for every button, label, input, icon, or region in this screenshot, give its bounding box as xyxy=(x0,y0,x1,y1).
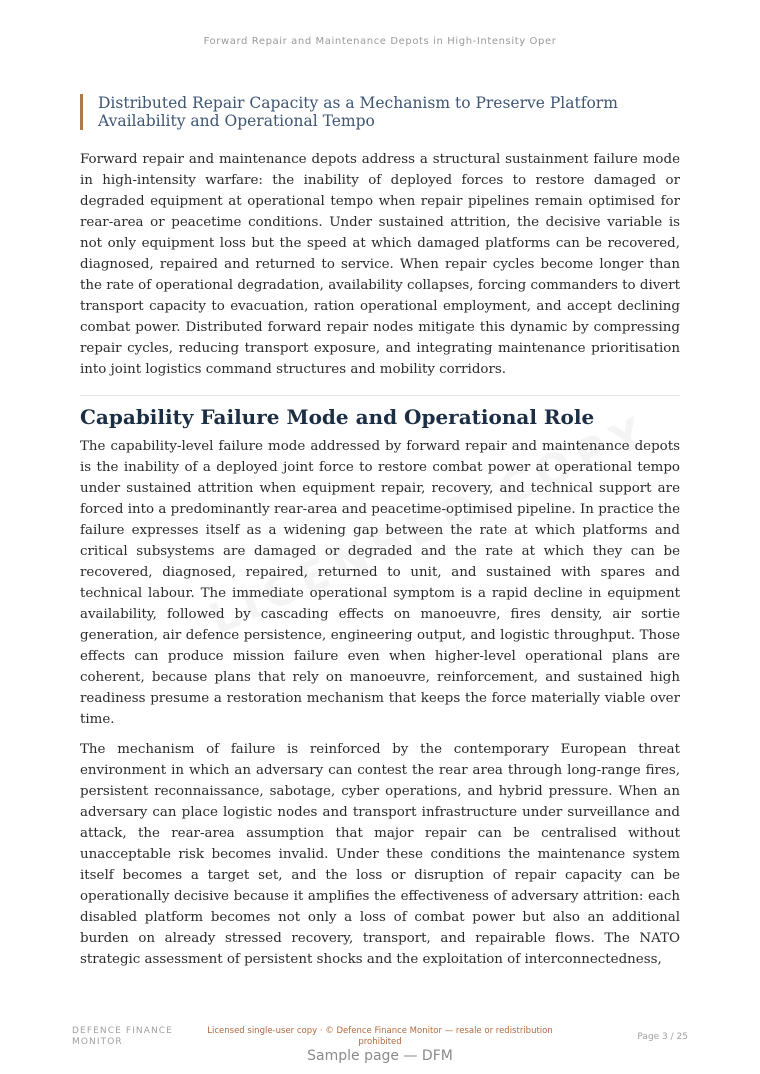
running-header: Forward Repair and Maintenance Depots in High-Intensity Oper xyxy=(203,36,557,47)
callout-heading: Distributed Repair Capacity as a Mechanism to Preserve Platform Availability and Operational Tempo xyxy=(98,94,618,130)
section-paragraph-2: The mechanism of failure is reinforced by the contemporary European threat environment in which an adversary can contest the rear area through long-range fires, persistent reconnaissance, sabotage, cyber operations, and hybrid pressure. When an adversary can place logistic nodes and transport infrastructure under surveillance and attack, the rear-area assumption that major repair can be centralised without unacceptable risk becomes invalid. Under these conditions the maintenance system itself becomes a target set, and the loss or disruption of repair capacity can be operationally decisive because it amplifies the effectiveness of adversary attrition: each disabled platform becomes not only a loss of combat power but also an additional burden on already stressed recovery, transport, and repairable flows. The NATO strategic assessment of persistent shocks and the exploitation of interconnectedness, xyxy=(80,742,680,967)
page-content xyxy=(80,94,680,979)
sample-page-label: Sample page — DFM xyxy=(307,1048,453,1064)
callout-box xyxy=(80,94,680,130)
footer-brand: DEFENCE FINANCE MONITOR xyxy=(72,1026,173,1047)
page-footer xyxy=(72,1026,688,1050)
intro-paragraph: Forward repair and maintenance depots address a structural sustainment failure mode in high-intensity warfare: the inability of deployed forces to restore damaged or degraded equipment at operational tempo when repair pipelines remain optimised for rear-area or peacetime conditions. Under sustained attrition, the decisive variable is not only equipment loss but the speed at which damaged platforms can be recovered, diagnosed, repaired and returned to service. When repair cycles become longer than the rate of operational degradation, availability collapses, forcing commanders to divert transport capacity to evacuation, ration operational employment, and accept declining combat power. Distributed forward repair nodes mitigate this dynamic by compressing repair cycles, reducing transport exposure, and integrating maintenance prioritisation into joint logistics command structures and mobility corridors. xyxy=(80,152,680,377)
footer-license-notice: Licensed single-user copy · © Defence Finance Monitor — resale or redistribution prohibited xyxy=(207,1026,553,1047)
section-heading: Capability Failure Mode and Operational Role xyxy=(80,405,595,429)
section-divider xyxy=(80,395,680,396)
section-paragraph-1: The capability-level failure mode addressed by forward repair and maintenance depots is the inability of a deployed joint force to restore combat power at operational tempo under sustained attrition when equipment repair, recovery, and technical support are forced into a predominantly rear-area and peacetime-optimised pipeline. In practice the failure expresses itself as a widening gap between the rate at which platforms and critical subsystems are damaged or degraded and the rate at which they can be recovered, diagnosed, repaired, returned to unit, and sustained with spares and technical labour. The immediate operational symptom is a rapid decline in equipment availability, followed by cascading effects on manoeuvre, fires density, air sortie generation, air defence persistence, engineering output, and logistic throughput. Those effects can produce mission failure even when higher-level operational plans are coherent, because plans that rely on manoeuvre, reinforcement, and sustained high readiness presume a restoration mechanism that keeps the force materially viable over time. xyxy=(80,439,680,727)
page-number: Page 3 / 25 xyxy=(637,1032,688,1042)
